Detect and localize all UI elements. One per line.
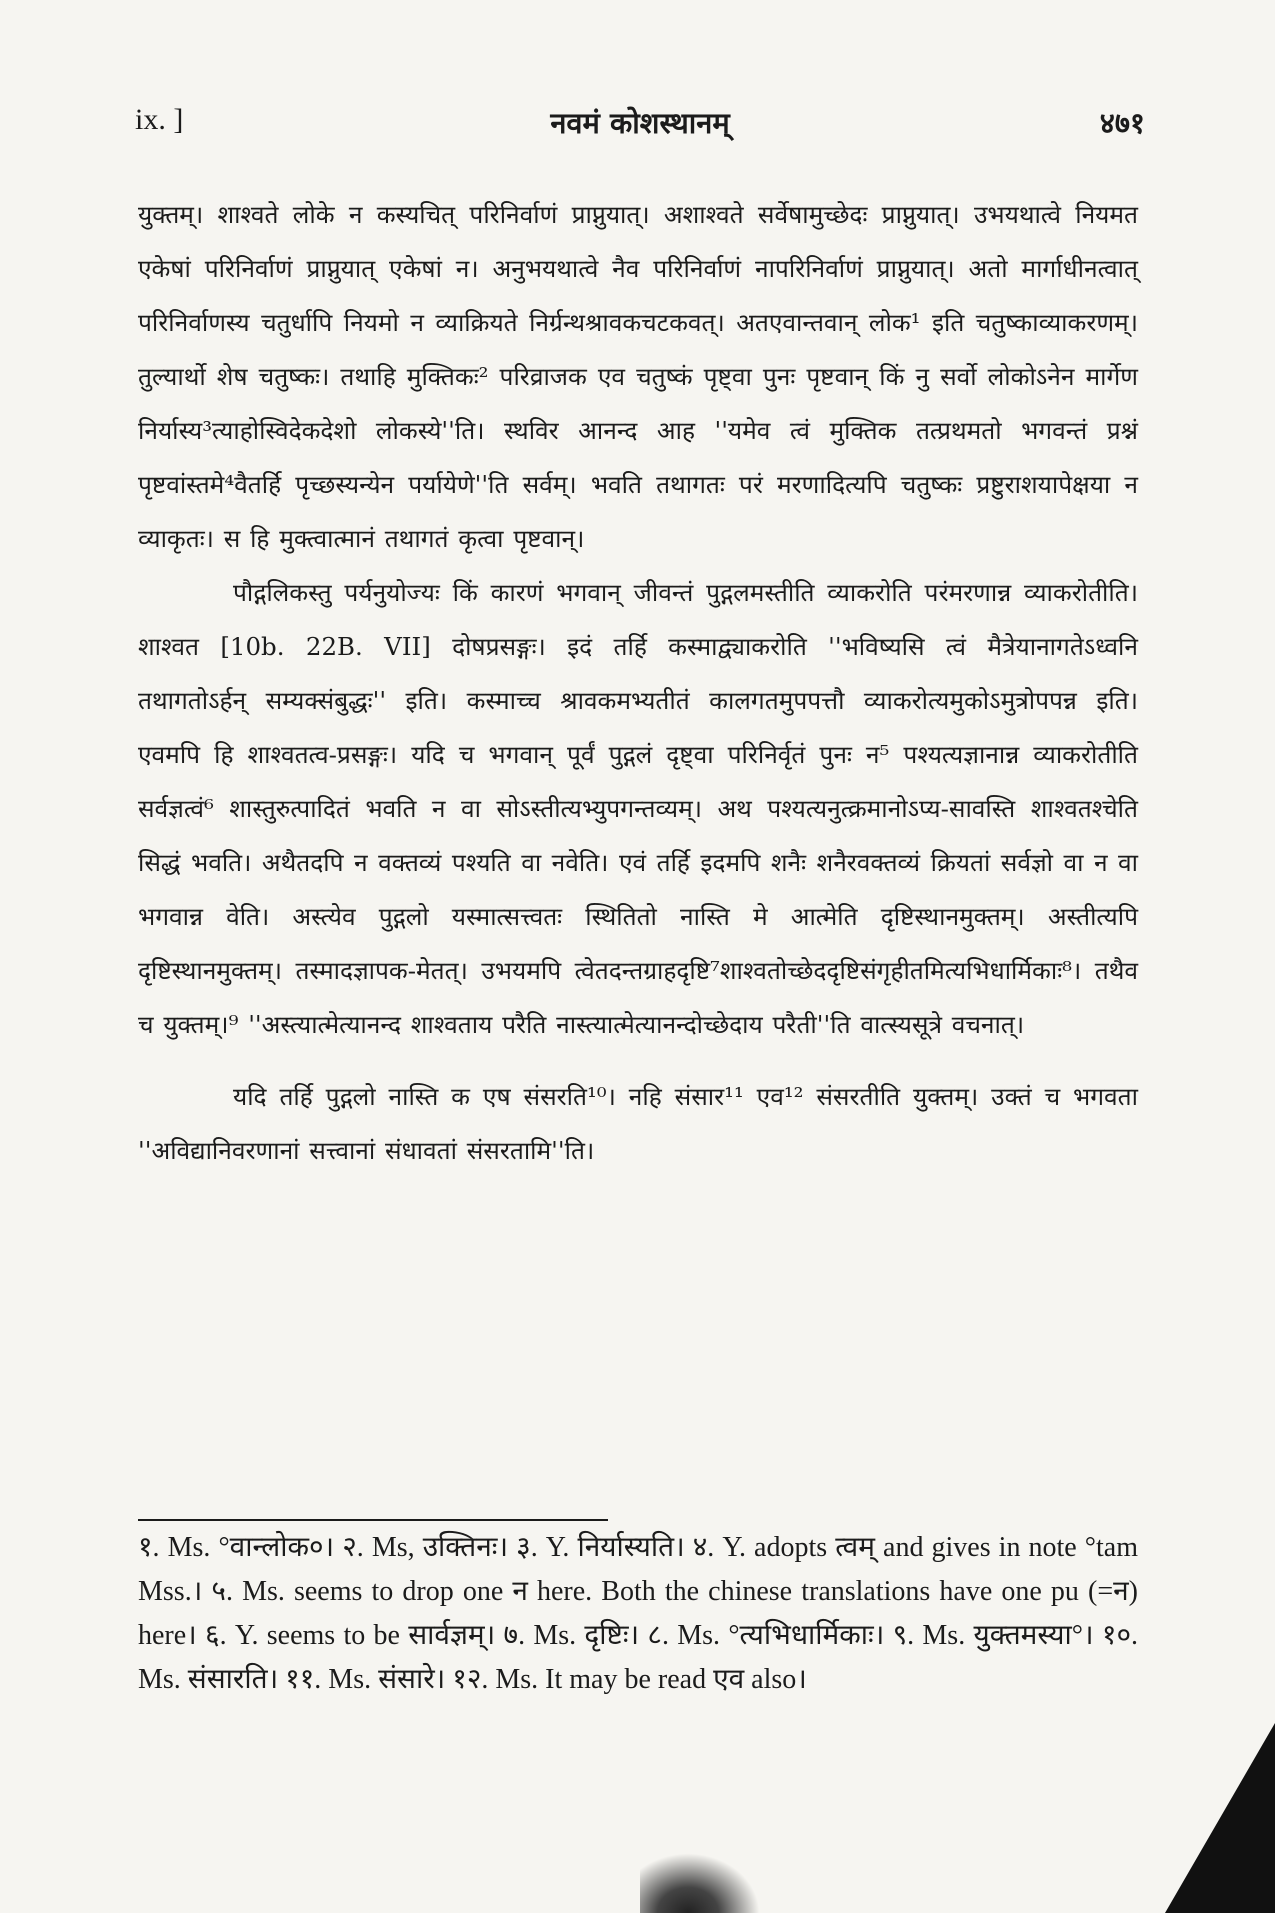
footnote-divider: [138, 1519, 608, 1521]
footnote-text: १. Ms. °वान्लोक०। २. Ms, उक्तिनः। ३. Y. निर्यास्यति। ४. Y. adopts त्वम् and gives in note °tam Mss.। ५. Ms. seems to drop one न here. Both the chinese translations have one pu (=न) here। ६. Y. seems to be सार्वज्ञम्। ७. Ms. दृष्टिः। ८. Ms. °त्यभिधार्मिकाः। ९. Ms. युक्तमस्या°। १०. Ms. संसारति। ११. Ms. संसारे। १२. Ms. It may be read एव also।: [138, 1532, 1138, 1695]
paragraph-1: युक्तम्। शाश्वते लोके न कस्यचित् परिनिर्वाणं प्राप्नुयात्। अशाश्वते सर्वेषामुच्छेदः प्राप्नुयात्। उभयथात्वे नियमत एकेषां परिनिर्वाणं प्राप्नुयात् एकेषां न। अनुभयथात्वे नैव परिनिर्वाणं नापरिनिर्वाणं प्राप्नुयात्। अतो मार्गाधीनत्वात् परिनिर्वाणस्य चतुर्धापि नियमो न व्याक्रियते निर्ग्रन्थश्रावकचटकवत्। अतएवान्तवान् लोक¹ इति चतुष्काव्याकरणम्। तुल्यार्थो शेष चतुष्कः। तथाहि मुक्तिकः² परिव्राजक एव चतुष्कं पृष्ट्वा पुनः पृष्टवान् किं नु सर्वो लोकोऽनेन मार्गेण निर्यास्य³त्याहोस्विदेकदेशो लोकस्ये''ति। स्थविर आनन्द आह ''यमेव त्वं मुक्तिक तत्प्रथमतो भगवन्तं प्रश्नं पृष्टवांस्तमे⁴वैतर्हि पृच्छस्यन्येन पर्यायेणे''ति सर्वम्। भवति तथागतः परं मरणादित्यपि चतुष्कः प्रष्टुराशयापेक्षया न व्याकृतः। स हि मुक्त्वात्मानं तथागतं कृत्वा पृष्टवान्।: [138, 200, 1138, 553]
chapter-marker: ix. ]: [135, 103, 184, 136]
paragraph-2: पौद्गलिकस्तु पर्यनुयोज्यः किं कारणं भगवान् जीवन्तं पुद्गलमस्तीति व्याकरोति परंमरणान्न व्याकरोतीति। शाश्वत [10b. 22B. VII] दोषप्रसङ्गः। इदं तर्हि कस्माद्व्याकरोति ''भविष्यसि त्वं मैत्रेयानागतेऽध्वनि तथागतोऽर्हन् सम्यक्संबुद्धः'' इति। कस्माच्च श्रावकमभ्यतीतं कालगतमुपपत्तौ व्याकरोत्यमुकोऽमुत्रोपपन्न इति। एवमपि हि शाश्वतत्व-प्रसङ्गः। यदि च भगवान् पूर्वं पुद्गलं दृष्ट्वा परिनिर्वृतं पुनः न⁵ पश्यत्यज्ञानान्न व्याकरोतीति सर्वज्ञत्वं⁶ शास्तुरुत्पादितं भवति न वा सोऽस्तीत्यभ्युपगन्तव्यम्। अथ पश्यत्यनुत्क्रमानोऽप्य-सावस्ति शाश्वतश्चेति सिद्धं भवति। अथैतदपि न वक्तव्यं पश्यति वा नवेति। एवं तर्हि इदमपि शनैः शनैरवक्तव्यं क्रियतां सर्वज्ञो वा न वा भगवान्न वेति। अस्त्येव पुद्गलो यस्मात्सत्त्वतः स्थितितो नास्ति मे आत्मेति दृष्टिस्थानमुक्तम्। अस्तीत्यपि दृष्टिस्थानमुक्तम्। तस्मादज्ञापक-मेतत्। उभयमपि त्वेतदन्तग्राहदृष्टि⁷शाश्वतोच्छेददृष्टिसंगृहीतमित्यभिधार्मिकाः⁸। तथैव च युक्तम्।⁹ ''अस्त्यात्मेत्यानन्द शाश्वताय परैति नास्त्यात्मेत्यानन्दोच्छेदाय परैती''ति वात्स्यसूत्रे वचनात्।: [138, 578, 1138, 1039]
scan-shadow: [1165, 1723, 1275, 1913]
main-text: [138, 188, 1138, 1178]
running-header: [135, 103, 1145, 153]
page-number: ४७१: [1099, 106, 1145, 140]
footnotes: [138, 1526, 1138, 1702]
header-title: नवमं कोशस्थानम्: [550, 106, 730, 140]
paragraph-3: यदि तर्हि पुद्गलो नास्ति क एष संसरति¹⁰। नहि संसार¹¹ एव¹² संसरतीति युक्तम्। उक्तं च भगवता ''अविद्यानिवरणानां सत्त्वानां संधावतां संसरतामि''ति।: [138, 1082, 1138, 1165]
scan-blot: [640, 1853, 760, 1913]
